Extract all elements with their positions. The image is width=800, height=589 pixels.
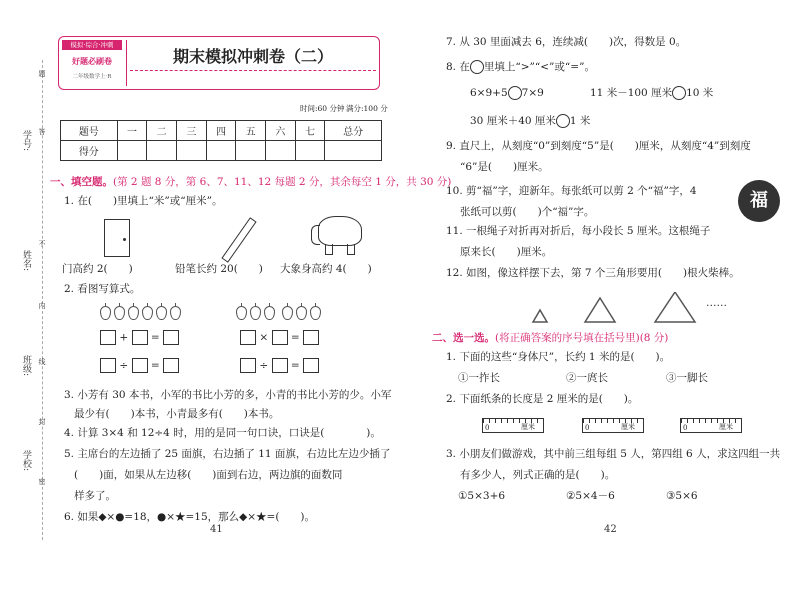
question-3-line2: 最少有( )本书，小青最多有( )本书。: [74, 408, 280, 420]
answer-box[interactable]: [163, 330, 179, 345]
triangle-3: [655, 292, 695, 322]
operator: ÷: [259, 359, 269, 372]
compare-right: 1 米: [569, 115, 591, 127]
question-9-line1: 9. 直尺上，从刻度“0”到刻度“5”是( )厘米，从刻度“4”到刻度: [446, 140, 751, 152]
compare-2: [590, 86, 713, 101]
score-cell[interactable]: [117, 141, 147, 161]
table-header: 一: [117, 121, 147, 141]
q1-pencil: 铅笔长约 20( ): [175, 263, 263, 275]
table-row: [61, 141, 382, 161]
operator: ÷: [119, 359, 129, 372]
answer-box[interactable]: [303, 358, 319, 373]
pear-icon: [170, 306, 181, 320]
compare-1: [470, 86, 544, 101]
question-4: 4. 计算 3×4 和 12÷4 时，用的是同一句口诀，口诀是( )。: [64, 427, 381, 439]
margin-mark: 内: [38, 302, 46, 309]
question-9-line2: “6”是( )厘米。: [460, 161, 549, 173]
compare-circle[interactable]: [470, 60, 484, 74]
question-2: 2. 看图写算式。: [64, 283, 141, 295]
choice-1-c[interactable]: ③一脚长: [666, 372, 708, 384]
question-10-line1: 10. 剪“福”字，迎新年。每张纸可以剪 2 个“福”字，4: [446, 185, 697, 197]
section-title-text: 二、选一选。: [432, 332, 495, 344]
table-header: 六: [266, 121, 296, 141]
score-cell[interactable]: [147, 141, 177, 161]
score-cell[interactable]: [206, 141, 236, 161]
margin-mark: 密: [38, 478, 46, 485]
table-header: 五: [236, 121, 266, 141]
question-3-line1: 3. 小芳有 30 本书，小军的书比小芳的多，小青的书比小芳的少。小军: [64, 389, 392, 401]
question-11-line1: 11. 一根绳子对折再对折后，每小段长 5 厘米。这根绳子: [446, 225, 711, 237]
ruler-zero: 0: [683, 424, 688, 432]
page-number-right: 42: [604, 524, 617, 535]
question-5-line1: 5. 主席台的左边插了 25 面旗，右边插了 11 面旗，右边比左边少插了: [64, 448, 391, 460]
table-header: 题号: [61, 121, 118, 141]
equation-divide-1: [100, 358, 179, 374]
full-score: 满分:100 分: [346, 104, 388, 113]
margin-mark: 题: [38, 70, 46, 77]
score-cell[interactable]: [325, 141, 382, 161]
q1-elephant: 大象身高约 4( ): [280, 263, 372, 275]
choice-2: 2. 下面纸条的长度是 2 厘米的是( )。: [446, 393, 639, 405]
pear-icon: [310, 306, 321, 320]
continue-dots: ……: [706, 297, 727, 309]
compare-right: 7×9: [521, 87, 544, 99]
answer-box[interactable]: [100, 330, 116, 345]
choice-3-b[interactable]: ②5×4－6: [566, 490, 615, 502]
door-icon: [104, 219, 130, 257]
choice-1-a[interactable]: ①一拃长: [458, 372, 500, 384]
question-5-line2: ( )面，如果从左边移( )面到右边，两边旗的面数同: [74, 469, 343, 481]
margin-mark: 线: [38, 358, 46, 365]
equation-divide-2: [240, 358, 319, 374]
ruler-unit: 厘米: [521, 423, 535, 431]
ruler-b[interactable]: [582, 418, 644, 433]
class-label: 班级:: [21, 355, 31, 377]
compare-left: 6×9+5: [470, 87, 508, 99]
ruler-unit: 厘米: [719, 423, 733, 431]
section-note: (第 2 题 8 分，第 6、7、11、12 每题 2 分，其余每空 1 分，共 30 分): [113, 176, 452, 188]
question-8: [446, 60, 595, 75]
choice-1: 1. 下面的这些“身体尺”，长约 1 米的是( )。: [446, 351, 671, 363]
pear-icon: [156, 306, 167, 320]
question-6: 6. 如果◆×●=18，●×★=15，那么◆×★=( )。: [64, 511, 316, 523]
operator: =: [290, 331, 300, 344]
header-grade: 二年级数学上·R: [72, 74, 112, 80]
student-number-label: 学号:: [21, 130, 31, 152]
choice-3-line1: 3. 小朋友们做游戏，其中前三组每组 5 人，第四组 6 人，求这四组一共: [446, 448, 781, 460]
score-cell[interactable]: [236, 141, 266, 161]
score-cell[interactable]: [176, 141, 206, 161]
pear-icon: [142, 306, 153, 320]
pear-icon: [128, 306, 139, 320]
operator: =: [150, 331, 160, 344]
q1-door: 门高约 2( ): [62, 263, 133, 275]
elephant-icon: [318, 216, 362, 246]
equation-multiply: [240, 330, 319, 346]
table-row: [61, 121, 382, 141]
question-7: 7. 从 30 里面减去 6，连续减( )次，得数是 0。: [446, 36, 687, 48]
table-header: 总分: [325, 121, 382, 141]
page-number-left: 41: [210, 524, 223, 535]
answer-box[interactable]: [272, 358, 288, 373]
triangle-1: [533, 310, 547, 322]
compare-left: 30 厘米＋40 厘米: [470, 115, 556, 127]
answer-box[interactable]: [240, 330, 256, 345]
pear-icon: [114, 306, 125, 320]
section-note: (将正确答案的序号填在括号里)(8 分): [495, 332, 669, 344]
score-cell[interactable]: [266, 141, 296, 161]
choice-3-a[interactable]: ①5×3+6: [458, 490, 506, 502]
margin-mark: 封: [38, 418, 46, 425]
triangle-2: [585, 298, 615, 322]
score-row-label: 得分: [61, 141, 118, 161]
pear-icon: [250, 306, 261, 320]
choice-1-b[interactable]: ②一庹长: [566, 372, 608, 384]
operator: ×: [259, 331, 269, 344]
table-header: 四: [206, 121, 236, 141]
operator: +: [119, 331, 129, 344]
margin-mark: 答: [38, 128, 46, 135]
ruler-a[interactable]: [482, 418, 544, 433]
choice-3-line2: 有多少人，列式正确的是( )。: [460, 469, 616, 481]
equation-add: [100, 330, 179, 346]
choice-3-c[interactable]: ③5×6: [666, 490, 698, 502]
q8-suffix: 里填上“>”“<”或“=”。: [483, 61, 595, 73]
pear-icon: [264, 306, 275, 320]
pear-icon: [236, 306, 247, 320]
score-cell[interactable]: [295, 141, 325, 161]
pear-icon: [100, 306, 111, 320]
compare-3: [470, 114, 590, 129]
q8-prefix: 8. 在: [446, 61, 470, 73]
school-label: 学校:: [21, 450, 31, 472]
header-series: 好题必刷卷: [72, 56, 112, 66]
time-limit: 时间:60 分钟: [300, 104, 345, 113]
compare-circle[interactable]: [672, 86, 686, 100]
section-title: [50, 174, 451, 189]
answer-box[interactable]: [132, 330, 148, 345]
compare-circle[interactable]: [556, 114, 570, 128]
answer-box[interactable]: [132, 358, 148, 373]
pear-icon: [296, 306, 307, 320]
table-header: 三: [176, 121, 206, 141]
score-table: [60, 120, 382, 161]
pear-icon: [282, 306, 293, 320]
question-10-line2: 张纸可以剪( )个“福”字。: [460, 206, 595, 218]
ruler-zero: 0: [585, 424, 590, 432]
margin-mark: 不: [38, 240, 46, 247]
student-name-label: 姓名:: [21, 250, 31, 272]
ruler-zero: 0: [485, 424, 490, 432]
answer-box[interactable]: [272, 330, 288, 345]
title-underline: [130, 70, 376, 71]
question-1: 1. 在( )里填上“米”或“厘米”。: [64, 195, 223, 207]
triangles-figure: [530, 292, 730, 326]
section-title: [432, 330, 668, 345]
compare-right: 10 米: [686, 87, 714, 99]
question-5-line3: 样多了。: [74, 490, 116, 502]
answer-box[interactable]: [100, 358, 116, 373]
question-12: 12. 如图，像这样摆下去，第 7 个三角形要用( )根火柴棒。: [446, 267, 740, 279]
fu-papercut-icon: 福: [738, 180, 780, 222]
question-11-line2: 原来长( )厘米。: [460, 246, 553, 258]
header-tag: 模拟·综合·冲刺: [62, 40, 122, 50]
answer-box[interactable]: [163, 358, 179, 373]
answer-box[interactable]: [303, 330, 319, 345]
answer-box[interactable]: [240, 358, 256, 373]
table-header: 二: [147, 121, 177, 141]
page-title: 期末模拟冲刺卷（二）: [172, 47, 333, 66]
pencil-icon: [221, 217, 256, 263]
ruler-c[interactable]: [680, 418, 742, 433]
compare-left: 11 米－100 厘米: [590, 87, 673, 99]
table-header: 七: [295, 121, 325, 141]
header-divider: [126, 40, 127, 86]
operator: =: [290, 359, 300, 372]
section-title-text: 一、填空题。: [50, 176, 113, 188]
operator: =: [150, 359, 160, 372]
ruler-unit: 厘米: [621, 423, 635, 431]
compare-circle[interactable]: [508, 86, 522, 100]
